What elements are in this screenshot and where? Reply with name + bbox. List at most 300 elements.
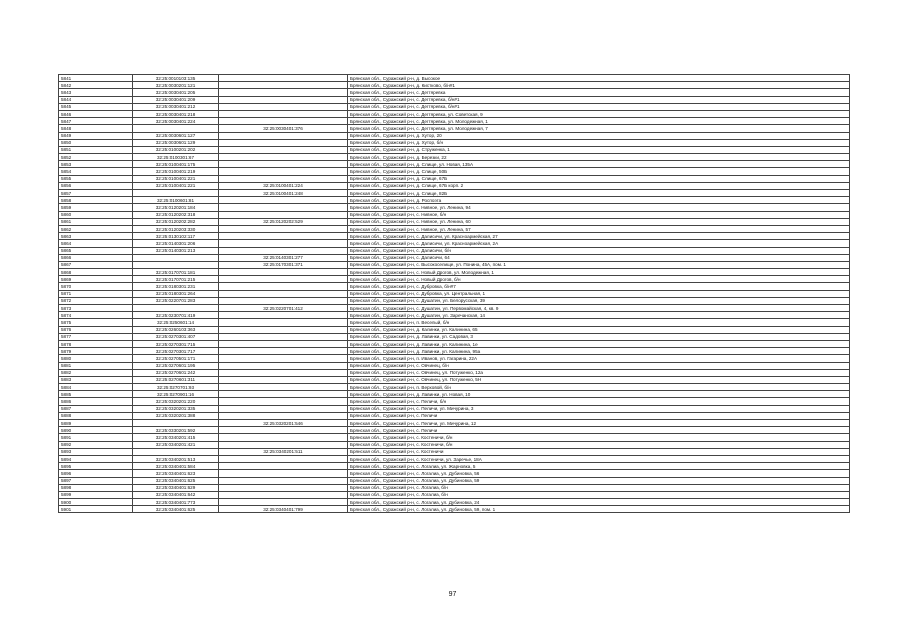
cadastral-number-cell: 32:25:0100301:67 — [133, 154, 219, 161]
related-cadastral-number-cell: 32:25:0340401:799 — [219, 506, 348, 513]
table-row — [59, 82, 850, 89]
row-number-cell: 5846 — [59, 110, 133, 117]
address-cell: Брянская обл., Суражский р-н, д. Роспоэта — [348, 197, 850, 204]
address-cell: Брянская обл., Суражский р-н, п. Верховой, б/н — [348, 384, 850, 391]
address-cell: Брянская обл., Суражский р-н, с. Дегтяревка, б/н#1 — [348, 96, 850, 103]
address-cell: Брянская обл., Суражский р-н, п. Веселый, б/н — [348, 319, 850, 326]
row-number-cell: 5843 — [59, 89, 133, 96]
row-number-cell: 5901 — [59, 506, 133, 513]
address-cell: Брянская обл., Суражский р-н, с. Овчинец, ул. Потуженко, 5Н — [348, 376, 850, 383]
address-cell: Брянская обл., Суражский р-н, с. Дубровка, б/н#7 — [348, 283, 850, 290]
row-number-cell: 5871 — [59, 290, 133, 297]
address-cell: Брянская обл., Суражский р-н, д. Струженка, 1 — [348, 146, 850, 153]
address-cell: Брянская обл., Суражский р-н, с. Дегтяревка, ул. Молодежная, 7 — [348, 125, 850, 132]
related-cadastral-number-cell — [219, 326, 348, 333]
table-row — [59, 190, 850, 197]
cadastral-number-cell: 32:25:0030601:127 — [133, 132, 219, 139]
cadastral-number-cell: 32:25:0130102:117 — [133, 233, 219, 240]
table-row — [59, 376, 850, 383]
row-number-cell: 5865 — [59, 247, 133, 254]
related-cadastral-number-cell — [219, 96, 348, 103]
table-row — [59, 420, 850, 427]
cadastral-number-cell: 32:25:0340401:773 — [133, 499, 219, 506]
related-cadastral-number-cell: 32:25:0100401:224 — [219, 182, 348, 189]
table-row — [59, 434, 850, 441]
cadastral-number-cell: 32:25:0120201:184 — [133, 204, 219, 211]
related-cadastral-number-cell: 32:25:0170301:371 — [219, 261, 348, 268]
related-cadastral-number-cell — [219, 103, 348, 110]
table-row — [59, 340, 850, 347]
table-row — [59, 477, 850, 484]
address-cell: Брянская обл., Суражский р-н, с. Овчинец, ул. Потуженко, 12а — [348, 369, 850, 376]
address-cell: Брянская обл., Суражский р-н, д. Лавинки, ул. Новая, 10 — [348, 391, 850, 398]
address-cell: Брянская обл., Суражский р-н, с. Логалиа, ул. Дубиновка, 24 — [348, 499, 850, 506]
cadastral-number-cell: 32:25:0340401:625 — [133, 506, 219, 513]
cadastral-number-cell — [133, 254, 219, 261]
cadastral-number-cell: 32:25:0270301:715 — [133, 340, 219, 347]
related-cadastral-number-cell — [219, 384, 348, 391]
related-cadastral-number-cell — [219, 75, 348, 82]
row-number-cell: 5858 — [59, 197, 133, 204]
row-number-cell: 5892 — [59, 441, 133, 448]
cadastral-number-cell: 32:25:0230701:419 — [133, 312, 219, 319]
related-cadastral-number-cell — [219, 175, 348, 182]
cadastral-number-cell: 32:25:0270601:195 — [133, 362, 219, 369]
related-cadastral-number-cell — [219, 233, 348, 240]
row-number-cell: 5875 — [59, 319, 133, 326]
related-cadastral-number-cell — [219, 398, 348, 405]
cadastral-number-cell: 32:25:0320201:220 — [133, 398, 219, 405]
related-cadastral-number-cell — [219, 491, 348, 498]
cadastral-number-cell: 32:25:0340201:415 — [133, 434, 219, 441]
address-cell: Брянская обл., Суражский р-н, с. Логалиа, б/н — [348, 491, 850, 498]
related-cadastral-number-cell — [219, 211, 348, 218]
cadastral-number-cell — [133, 125, 219, 132]
table-row — [59, 233, 850, 240]
cadastral-number-cell: 32:25:0340401:629 — [133, 484, 219, 491]
related-cadastral-number-cell — [219, 391, 348, 398]
cadastral-number-cell: 32:25:0320201:388 — [133, 412, 219, 419]
table-row — [59, 118, 850, 125]
row-number-cell: 5856 — [59, 182, 133, 189]
table-row — [59, 254, 850, 261]
row-number-cell: 5852 — [59, 154, 133, 161]
row-number-cell: 5859 — [59, 204, 133, 211]
address-cell: Брянская обл., Суражский р-н, с. Дубровка, ул. Центральная, 1 — [348, 290, 850, 297]
related-cadastral-number-cell — [219, 161, 348, 168]
cadastral-number-cell: 32:25:0270301:717 — [133, 348, 219, 355]
cadastral-number-cell: 32:25:0340401:623 — [133, 470, 219, 477]
related-cadastral-number-cell — [219, 463, 348, 470]
table-row — [59, 240, 850, 247]
table-row — [59, 391, 850, 398]
table-row — [59, 96, 850, 103]
table-row — [59, 269, 850, 276]
table-row — [59, 455, 850, 462]
address-cell: Брянская обл., Суражский р-н, с. Пеличи — [348, 412, 850, 419]
row-number-cell: 5864 — [59, 240, 133, 247]
related-cadastral-number-cell — [219, 247, 348, 254]
row-number-cell: 5872 — [59, 297, 133, 304]
address-cell: Брянская обл., Суражский р-н, с. Новый Дрогов, б/н — [348, 276, 850, 283]
address-cell: Брянская обл., Суражский р-н, с. Далисичи, ул. Красноармейская, 27 — [348, 233, 850, 240]
row-number-cell: 5854 — [59, 168, 133, 175]
address-cell: Брянская обл., Суражский р-н, с. Дегтяревка, ул. Молодежная, 1 — [348, 118, 850, 125]
address-cell: Брянская обл., Суражский р-н, с. Нивное, ул. Ленина, 60 — [348, 218, 850, 225]
related-cadastral-number-cell — [219, 154, 348, 161]
related-cadastral-number-cell — [219, 362, 348, 369]
table-row — [59, 326, 850, 333]
row-number-cell: 5877 — [59, 333, 133, 340]
row-number-cell: 5893 — [59, 448, 133, 455]
related-cadastral-number-cell: 32:25:0340201:511 — [219, 448, 348, 455]
table-row — [59, 333, 850, 340]
related-cadastral-number-cell — [219, 82, 348, 89]
address-cell: Брянская обл., Суражский р-н, с. Костеничи, б/н — [348, 441, 850, 448]
related-cadastral-number-cell — [219, 427, 348, 434]
table-row — [59, 168, 850, 175]
related-cadastral-number-cell — [219, 477, 348, 484]
row-number-cell: 5881 — [59, 362, 133, 369]
cadastral-number-cell: 32:25:0270701:93 — [133, 384, 219, 391]
table-row — [59, 297, 850, 304]
address-cell: Брянская обл., Суражский р-н, с. Костеничи — [348, 448, 850, 455]
cadastral-number-cell: 32:25:0120202:318 — [133, 211, 219, 218]
cadastral-number-cell — [133, 190, 219, 197]
table-body — [59, 75, 850, 513]
address-cell: Брянская обл., Суражский р-н, с. Логалиа, ул. Дубиновка, 59, пом. 1 — [348, 506, 850, 513]
related-cadastral-number-cell — [219, 269, 348, 276]
row-number-cell: 5885 — [59, 391, 133, 398]
row-number-cell: 5884 — [59, 384, 133, 391]
address-cell: Брянская обл., Суражский р-н, с. Дегтяревка, ул. Советская, 9 — [348, 110, 850, 117]
address-cell: Брянская обл., Суражский р-н, с. Нивное, ул. Ленина, 94 — [348, 204, 850, 211]
cadastral-number-cell: 32:25:0100401:219 — [133, 168, 219, 175]
address-cell: Брянская обл., Суражский р-н, д. Кистково, б/н#1 — [348, 82, 850, 89]
related-cadastral-number-cell: 32:25:0120202:529 — [219, 218, 348, 225]
related-cadastral-number-cell — [219, 499, 348, 506]
cadastral-number-cell: 32:25:0180301:231 — [133, 283, 219, 290]
row-number-cell: 5891 — [59, 434, 133, 441]
row-number-cell: 5870 — [59, 283, 133, 290]
related-cadastral-number-cell — [219, 434, 348, 441]
table-row — [59, 405, 850, 412]
related-cadastral-number-cell — [219, 204, 348, 211]
address-cell: Брянская обл., Суражский р-н, с. Душатин, ул. Заречанская, 14 — [348, 312, 850, 319]
table-row — [59, 161, 850, 168]
address-cell: Брянская обл., Суражский р-н, с. Новый Дрогов, ул. Молодежная, 1 — [348, 269, 850, 276]
cadastral-number-cell — [133, 448, 219, 455]
cadastral-number-cell: 32:25:0030401:209 — [133, 96, 219, 103]
row-number-cell: 5882 — [59, 369, 133, 376]
cadastral-number-cell: 32:25:0180301:264 — [133, 290, 219, 297]
row-number-cell: 5898 — [59, 484, 133, 491]
related-cadastral-number-cell — [219, 355, 348, 362]
table-row — [59, 283, 850, 290]
table-row — [59, 506, 850, 513]
address-cell: Брянская обл., Суражский р-н, с. Костеничи, ул. Заречье, 18А — [348, 455, 850, 462]
row-number-cell: 5878 — [59, 340, 133, 347]
address-cell: Брянская обл., Суражский р-н, д. Слище, 67Б — [348, 175, 850, 182]
cadastral-number-cell: 32:25:0030201:121 — [133, 82, 219, 89]
cadastral-number-cell — [133, 261, 219, 268]
row-number-cell: 5900 — [59, 499, 133, 506]
cadastral-number-cell — [133, 305, 219, 312]
row-number-cell: 5895 — [59, 463, 133, 470]
table-row — [59, 175, 850, 182]
cadastral-number-cell: 32:25:0010103:135 — [133, 75, 219, 82]
table-row — [59, 132, 850, 139]
table-row — [59, 491, 850, 498]
row-number-cell: 5855 — [59, 175, 133, 182]
address-cell: Брянская обл., Суражский р-н, д. Калинки, ул. Калинина, 65 — [348, 326, 850, 333]
related-cadastral-number-cell — [219, 412, 348, 419]
row-number-cell: 5897 — [59, 477, 133, 484]
address-cell: Брянская обл., Суражский р-н, п. Иванов, ул. Гагарина, 22А — [348, 355, 850, 362]
row-number-cell: 5886 — [59, 398, 133, 405]
cadastral-number-cell: 32:25:0030401:205 — [133, 89, 219, 96]
cadastral-number-cell: 32:25:0030401:218 — [133, 110, 219, 117]
cadastral-number-cell: 32:25:0220701:283 — [133, 297, 219, 304]
table-row — [59, 305, 850, 312]
related-cadastral-number-cell — [219, 297, 348, 304]
related-cadastral-number-cell — [219, 484, 348, 491]
cadastral-number-cell: 32:25:0170701:181 — [133, 269, 219, 276]
row-number-cell: 5890 — [59, 427, 133, 434]
row-number-cell: 5866 — [59, 254, 133, 261]
row-number-cell: 5883 — [59, 376, 133, 383]
table-row — [59, 384, 850, 391]
row-number-cell: 5887 — [59, 405, 133, 412]
related-cadastral-number-cell — [219, 283, 348, 290]
related-cadastral-number-cell — [219, 348, 348, 355]
address-cell: Брянская обл., Суражский р-н, с. Нивное, б/н — [348, 211, 850, 218]
related-cadastral-number-cell — [219, 168, 348, 175]
cadastral-number-cell: 32:25:0030401:224 — [133, 118, 219, 125]
address-cell: Брянская обл., Суражский р-н, д. Хутор, 20 — [348, 132, 850, 139]
related-cadastral-number-cell: 32:25:0100401:248 — [219, 190, 348, 197]
related-cadastral-number-cell — [219, 139, 348, 146]
cadastral-number-cell: 32:25:0270301:407 — [133, 333, 219, 340]
address-cell: Брянская обл., Суражский р-н, д. Лавинки, ул. Калинина, 1е — [348, 340, 850, 347]
row-number-cell: 5899 — [59, 491, 133, 498]
row-number-cell: 5888 — [59, 412, 133, 419]
related-cadastral-number-cell: 32:25:0220701:412 — [219, 305, 348, 312]
related-cadastral-number-cell — [219, 89, 348, 96]
table-row — [59, 470, 850, 477]
row-number-cell: 5869 — [59, 276, 133, 283]
address-cell: Брянская обл., Суражский р-н, с. Пеличи, ул. Мичурина, 3 — [348, 405, 850, 412]
related-cadastral-number-cell — [219, 470, 348, 477]
cadastral-number-cell: 32:25:0270901:16 — [133, 391, 219, 398]
table-row — [59, 218, 850, 225]
table-row — [59, 103, 850, 110]
cadastral-number-cell: 32:25:0320201:335 — [133, 405, 219, 412]
table-row — [59, 75, 850, 82]
related-cadastral-number-cell — [219, 276, 348, 283]
row-number-cell: 5844 — [59, 96, 133, 103]
row-number-cell: 5842 — [59, 82, 133, 89]
related-cadastral-number-cell — [219, 455, 348, 462]
cadastral-number-cell: 32:25:0270501:171 — [133, 355, 219, 362]
related-cadastral-number-cell — [219, 146, 348, 153]
cadastral-number-cell: 32:25:0100401:221 — [133, 175, 219, 182]
row-number-cell: 5861 — [59, 218, 133, 225]
cadastral-number-cell: 32:25:0030401:212 — [133, 103, 219, 110]
address-cell: Брянская обл., Суражский р-н, д. Слище, ул. Новая, 135А — [348, 161, 850, 168]
table-row — [59, 484, 850, 491]
table-row — [59, 146, 850, 153]
address-cell: Брянская обл., Суражский р-н, с. Далисичи, б/н — [348, 247, 850, 254]
cadastral-number-cell: 32:25:0330201:592 — [133, 427, 219, 434]
related-cadastral-number-cell — [219, 441, 348, 448]
address-cell: Брянская обл., Суражский р-н, с. Логалиа, б/н — [348, 484, 850, 491]
related-cadastral-number-cell — [219, 319, 348, 326]
address-cell: Брянская обл., Суражский р-н, с. Далисичи, 64 — [348, 254, 850, 261]
cadastral-number-cell: 32:25:0120202:282 — [133, 218, 219, 225]
table-row — [59, 225, 850, 232]
address-cell: Брянская обл., Суражский р-н, с. Логалиа, ул. Дубиновка, 56 — [348, 470, 850, 477]
related-cadastral-number-cell — [219, 197, 348, 204]
address-cell: Брянская обл., Суражский р-н, д. Высокое — [348, 75, 850, 82]
related-cadastral-number-cell — [219, 132, 348, 139]
cadastral-number-cell: 32:25:0340401:642 — [133, 491, 219, 498]
row-number-cell: 5862 — [59, 225, 133, 232]
row-number-cell: 5876 — [59, 326, 133, 333]
cadastral-number-cell: 32:25:0100601:81 — [133, 197, 219, 204]
cadastral-number-cell: 32:25:0030601:129 — [133, 139, 219, 146]
row-number-cell: 5845 — [59, 103, 133, 110]
row-number-cell: 5857 — [59, 190, 133, 197]
table-row — [59, 139, 850, 146]
address-cell: Брянская обл., Суражский р-н, с. Дегтяревка — [348, 89, 850, 96]
table-row — [59, 110, 850, 117]
related-cadastral-number-cell — [219, 333, 348, 340]
cadastral-number-cell: 32:25:0140301:206 — [133, 240, 219, 247]
cadastral-table — [58, 74, 850, 513]
cadastral-number-cell: 32:25:0100401:175 — [133, 161, 219, 168]
row-number-cell: 5874 — [59, 312, 133, 319]
address-cell: Брянская обл., Суражский р-н, д. Лавинки, ул. Садовая, 3 — [348, 333, 850, 340]
table-row — [59, 125, 850, 132]
table-row — [59, 499, 850, 506]
related-cadastral-number-cell — [219, 340, 348, 347]
cadastral-number-cell: 32:25:0260103:363 — [133, 326, 219, 333]
row-number-cell: 5841 — [59, 75, 133, 82]
table-row — [59, 369, 850, 376]
row-number-cell: 5873 — [59, 305, 133, 312]
row-number-cell: 5880 — [59, 355, 133, 362]
related-cadastral-number-cell — [219, 290, 348, 297]
row-number-cell: 5853 — [59, 161, 133, 168]
table-row — [59, 197, 850, 204]
table-row — [59, 261, 850, 268]
address-cell: Брянская обл., Суражский р-н, д. Березки, 22 — [348, 154, 850, 161]
row-number-cell: 5879 — [59, 348, 133, 355]
table-row — [59, 448, 850, 455]
row-number-cell: 5849 — [59, 132, 133, 139]
cadastral-number-cell — [133, 420, 219, 427]
cadastral-number-cell: 32:25:0120203:330 — [133, 225, 219, 232]
row-number-cell: 5889 — [59, 420, 133, 427]
page-number: 97 — [448, 591, 457, 598]
address-cell: Брянская обл., Суражский р-н, д. Слище, 82Б — [348, 190, 850, 197]
address-cell: Брянская обл., Суражский р-н, с. Душатин, ул. Белорусская, 39 — [348, 297, 850, 304]
related-cadastral-number-cell — [219, 369, 348, 376]
table-row — [59, 89, 850, 96]
cadastral-number-cell: 32:25:0340401:584 — [133, 463, 219, 470]
cadastral-number-cell: 32:25:0100201:202 — [133, 146, 219, 153]
cadastral-number-cell: 32:25:0250601:14 — [133, 319, 219, 326]
row-number-cell: 5847 — [59, 118, 133, 125]
row-number-cell: 5850 — [59, 139, 133, 146]
related-cadastral-number-cell — [219, 110, 348, 117]
table-row — [59, 362, 850, 369]
address-cell: Брянская обл., Суражский р-н, д. Слище, 67Б корп. 2 — [348, 182, 850, 189]
row-number-cell: 5867 — [59, 261, 133, 268]
table-row — [59, 463, 850, 470]
address-cell: Брянская обл., Суражский р-н, с. Пеличи, ул. Мичурина, 12 — [348, 420, 850, 427]
address-cell: Брянская обл., Суражский р-н, с. Нивное, ул. Ленина, 57 — [348, 225, 850, 232]
cadastral-number-cell: 32:25:0100401:221 — [133, 182, 219, 189]
cadastral-number-cell: 32:25:0340201:421 — [133, 441, 219, 448]
address-cell: Брянская обл., Суражский р-н, с. Овчинец, б/н — [348, 362, 850, 369]
cadastral-number-cell: 32:25:0340201:513 — [133, 455, 219, 462]
address-cell: Брянская обл., Суражский р-н, с. Дегтяревка, б/н#1 — [348, 103, 850, 110]
table-row — [59, 204, 850, 211]
address-cell: Брянская обл., Суражский р-н, с. Высокоселище, ул. Понина, 45А, пом. 1 — [348, 261, 850, 268]
cadastral-number-cell: 32:25:0270601:242 — [133, 369, 219, 376]
table-row — [59, 154, 850, 161]
address-cell: Брянская обл., Суражский р-н, д. Слище, 50Б — [348, 168, 850, 175]
row-number-cell: 5848 — [59, 125, 133, 132]
address-cell: Брянская обл., Суражский р-н, с. Костеничи, б/н — [348, 434, 850, 441]
cadastral-number-cell: 32:25:0270601:311 — [133, 376, 219, 383]
table-row — [59, 412, 850, 419]
table-row — [59, 211, 850, 218]
address-cell: Брянская обл., Суражский р-н, с. Пеличи, б/н — [348, 398, 850, 405]
row-number-cell: 5863 — [59, 233, 133, 240]
table-row — [59, 348, 850, 355]
related-cadastral-number-cell — [219, 225, 348, 232]
related-cadastral-number-cell: 32:25:0030401:376 — [219, 125, 348, 132]
table-row — [59, 312, 850, 319]
address-cell: Брянская обл., Суражский р-н, д. Хутор, б/н — [348, 139, 850, 146]
address-cell: Брянская обл., Суражский р-н, с. Логалиа, ул. Жарновка, 5 — [348, 463, 850, 470]
address-cell: Брянская обл., Суражский р-н, с. Душатин, ул. Первомайская, 4, кв. 9 — [348, 305, 850, 312]
address-cell: Брянская обл., Суражский р-н, с. Далисичи, ул. Красноармейская, 2А — [348, 240, 850, 247]
related-cadastral-number-cell — [219, 376, 348, 383]
related-cadastral-number-cell — [219, 312, 348, 319]
table-row — [59, 441, 850, 448]
table-row — [59, 276, 850, 283]
related-cadastral-number-cell: 32:25:0140301:277 — [219, 254, 348, 261]
table-row — [59, 290, 850, 297]
row-number-cell: 5868 — [59, 269, 133, 276]
table-row — [59, 247, 850, 254]
address-cell: Брянская обл., Суражский р-н, д. Лавинки, ул. Калинина, 95а — [348, 348, 850, 355]
related-cadastral-number-cell — [219, 118, 348, 125]
row-number-cell: 5894 — [59, 455, 133, 462]
address-cell: Брянская обл., Суражский р-н, с. Пеличи — [348, 427, 850, 434]
row-number-cell: 5851 — [59, 146, 133, 153]
cadastral-number-cell: 32:25:0340401:625 — [133, 477, 219, 484]
table-row — [59, 355, 850, 362]
row-number-cell: 5860 — [59, 211, 133, 218]
cadastral-number-cell: 32:25:0170701:215 — [133, 276, 219, 283]
address-cell: Брянская обл., Суражский р-н, с. Логалиа, ул. Дубиновка, 59 — [348, 477, 850, 484]
table-row — [59, 319, 850, 326]
